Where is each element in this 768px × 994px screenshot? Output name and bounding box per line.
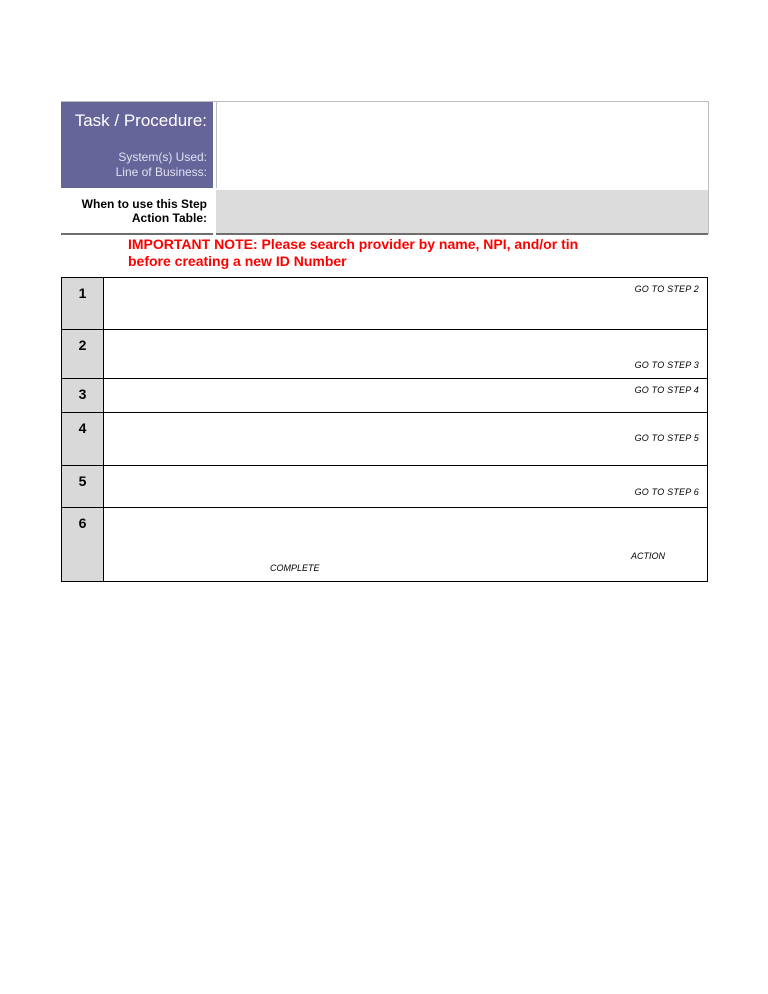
step-number: 2 [78,337,87,353]
go-to-step-2-label: GO TO STEP 2 [634,284,699,294]
step-number-cell [62,379,104,412]
task-procedure-value-cell[interactable] [216,102,708,188]
important-note-line2: before creating a new ID Number [128,253,347,269]
task-procedure-label: Task / Procedure: [74,111,207,130]
when-to-use-value-cell[interactable] [216,190,708,235]
step-row-6 [62,508,707,581]
step-action-table [61,277,708,582]
important-note [128,236,648,270]
when-to-use-label-line1: When to use this Step [81,197,207,211]
step-number-cell [62,278,104,329]
go-to-step-5-label: GO TO STEP 5 [634,433,699,443]
step-number: 3 [78,386,87,402]
important-note-line1: IMPORTANT NOTE: Please search provider by name, NPI, and/or tin [128,236,579,252]
when-to-use-cell [61,190,213,235]
go-to-step-4-label: GO TO STEP 4 [634,385,699,395]
step-number-cell [62,413,104,465]
step-row-4 [62,413,707,466]
step-number: 1 [78,285,87,301]
systems-used-label: System(s) Used: [118,150,207,164]
step-number: 5 [78,473,87,489]
procedure-header-table [61,101,709,234]
step-number-cell [62,466,104,507]
task-procedure-cell [61,102,213,188]
go-to-step-3-label: GO TO STEP 3 [634,360,699,370]
step-number-cell [62,508,104,581]
line-of-business-label: Line of Business: [115,165,207,179]
step-number: 6 [78,515,87,531]
step-row-5 [62,466,707,508]
step-row-3 [62,379,707,413]
step-number-cell [62,330,104,378]
step-number: 4 [78,420,87,436]
action-label: ACTION [631,551,666,561]
step-row-2 [62,330,707,379]
when-to-use-label [82,197,207,225]
when-to-use-label-line2: Action Table: [131,211,207,225]
step-row-1 [62,278,707,330]
go-to-step-6-label: GO TO STEP 6 [634,487,699,497]
complete-label: COMPLETE [270,563,320,573]
